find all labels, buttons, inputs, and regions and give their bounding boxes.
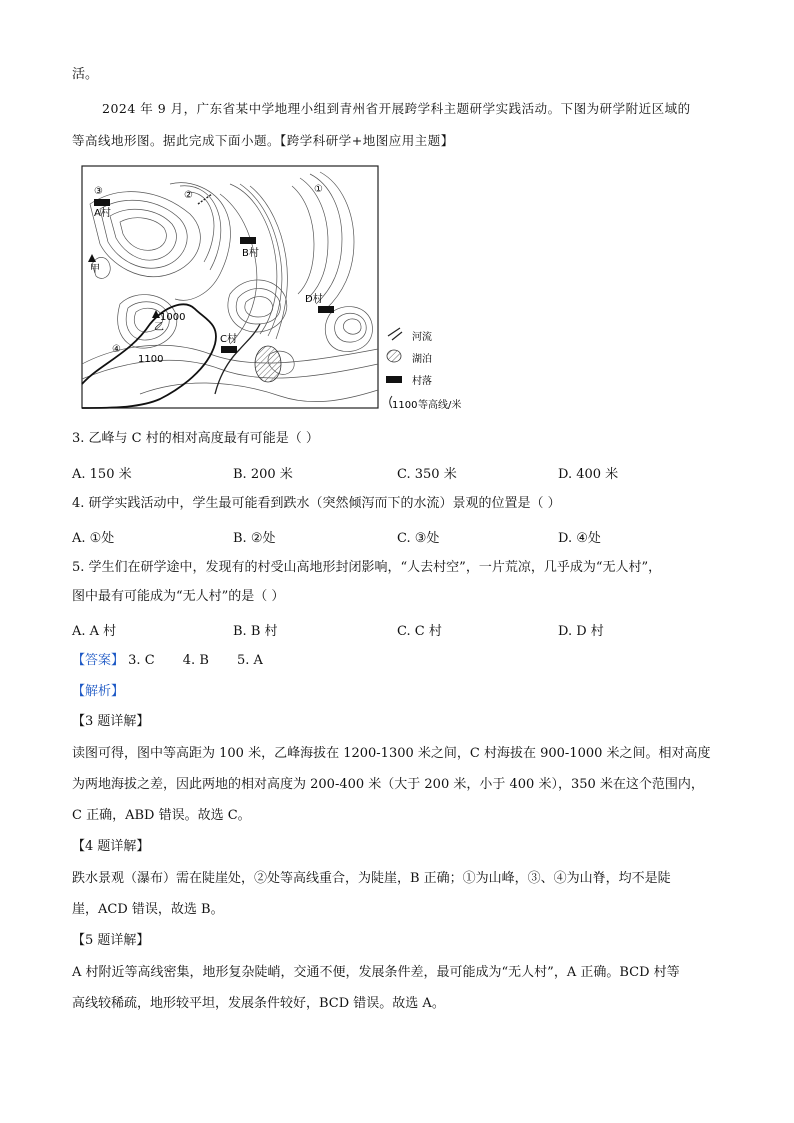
- q3-option-a[interactable]: A. 150 米: [72, 467, 132, 482]
- map-frame: [82, 166, 378, 408]
- q5-option-a[interactable]: A. A 村: [72, 624, 117, 639]
- label-marker-2: ②: [184, 190, 193, 201]
- detail-4-title: 【4 题详解】: [72, 839, 150, 854]
- detail-4-line-1: 跌水景观（瀑布）需在陡崖处，②处等高线重合，为陡崖，B 正确；①为山峰，③、④为山脊，均不是陡: [72, 871, 671, 886]
- legend-village-label: 村落: [412, 376, 432, 387]
- detail-5-title: 【5 题详解】: [72, 933, 150, 948]
- q3-option-b[interactable]: B. 200 米: [233, 467, 293, 482]
- map-legend: [386, 328, 461, 411]
- answer-row: [72, 652, 263, 670]
- previous-text-tail: 活。: [72, 67, 99, 82]
- label-b-village: B村: [242, 248, 259, 259]
- detail-3-line-1: 读图可得，图中等高距为 100 米，乙峰海拔在 1200-1300 米之间，C 村海拔在 900-1000 米之间。相对高度: [72, 746, 711, 761]
- q5-option-d[interactable]: D. D 村: [558, 624, 604, 639]
- village-a-mark: [94, 199, 110, 206]
- label-yi: 乙: [154, 322, 164, 333]
- q4-option-b[interactable]: B. ②处: [233, 531, 276, 546]
- answer-3: 3. C: [128, 653, 155, 668]
- legend-lake-icon: [387, 350, 401, 362]
- legend-contour-label: 等高线/米: [418, 400, 462, 411]
- village-d-mark: [318, 306, 334, 313]
- legend-river-icon: [388, 328, 402, 340]
- analysis-label: 【解析】: [72, 684, 125, 699]
- label-marker-1: ①: [314, 184, 323, 195]
- q5-option-b[interactable]: B. B 村: [233, 624, 278, 639]
- detail-3-line-3: C 正确，ABD 错误。故选 C。: [72, 808, 251, 823]
- q5-option-c[interactable]: C. C 村: [397, 624, 442, 639]
- answer-5: 5. A: [237, 653, 263, 668]
- q4-option-a[interactable]: A. ①处: [72, 531, 115, 546]
- legend-village-icon: [386, 376, 402, 383]
- lake-shape: [255, 346, 281, 382]
- label-contour-1000: 1000: [160, 312, 186, 323]
- label-a-village: A村: [94, 208, 111, 219]
- legend-river-label: 河流: [412, 332, 432, 343]
- detail-3-title: 【3 题详解】: [72, 714, 150, 729]
- answer-label: 【答案】: [72, 653, 125, 668]
- detail-5-line-1: A 村附近等高线密集，地形复杂陡峭，交通不便，发展条件差，最可能成为“无人村”，A 正确。BCD 村等: [72, 965, 680, 980]
- detail-3-line-2: 为两地海拔之差，因此两地的相对高度为 200-400 米（大于 200 米，小于 400 米），350 米在这个范围内，: [72, 777, 704, 792]
- q4-option-d[interactable]: D. ④处: [558, 531, 601, 546]
- label-contour-1100: 1100: [138, 354, 164, 365]
- question-4-text: 4. 研学实践活动中，学生最可能看到跌水（突然倾泻而下的水流）景观的位置是（ ）: [72, 496, 561, 511]
- q3-option-c[interactable]: C. 350 米: [397, 467, 457, 482]
- question-5-text-2: 图中最有可能成为“无人村”的是（ ）: [72, 589, 285, 604]
- village-b-mark: [240, 237, 256, 244]
- label-d-village: D村: [305, 294, 323, 305]
- question-5-text: 5. 学生们在研学途中，发现有的村受山高地形封闭影响，“人去村空”，一片荒凉，几乎成为“无人村”，: [72, 560, 662, 575]
- q4-option-c[interactable]: C. ③处: [397, 531, 440, 546]
- intro-paragraph-line-1: 2024 年 9 月，广东省某中学地理小组到青州省开展跨学科主题研学实践活动。下图为研学附近区域的: [102, 101, 691, 116]
- village-c-mark: [221, 346, 237, 353]
- label-jia: 甲: [90, 264, 100, 275]
- detail-4-line-2: 崖，ACD 错误，故选 B。: [72, 902, 224, 917]
- question-3-text: 3. 乙峰与 C 村的相对高度最有可能是（ ）: [72, 431, 319, 446]
- label-marker-4: ④: [112, 344, 121, 355]
- intro-paragraph-line-2: 等高线地形图。据此完成下面小题。【跨学科研学+地图应用主题】: [72, 133, 454, 148]
- q3-option-d[interactable]: D. 400 米: [558, 467, 619, 482]
- legend-lake-label: 湖泊: [412, 354, 432, 365]
- answer-4: 4. B: [182, 653, 209, 668]
- contour-map: [80, 164, 480, 414]
- label-marker-3: ③: [94, 186, 103, 197]
- label-c-village: C村: [220, 334, 237, 345]
- detail-5-line-2: 高线较稀疏，地形较平坦，发展条件较好，BCD 错误。故选 A。: [72, 996, 445, 1011]
- legend-contour-value: 1100: [392, 400, 418, 411]
